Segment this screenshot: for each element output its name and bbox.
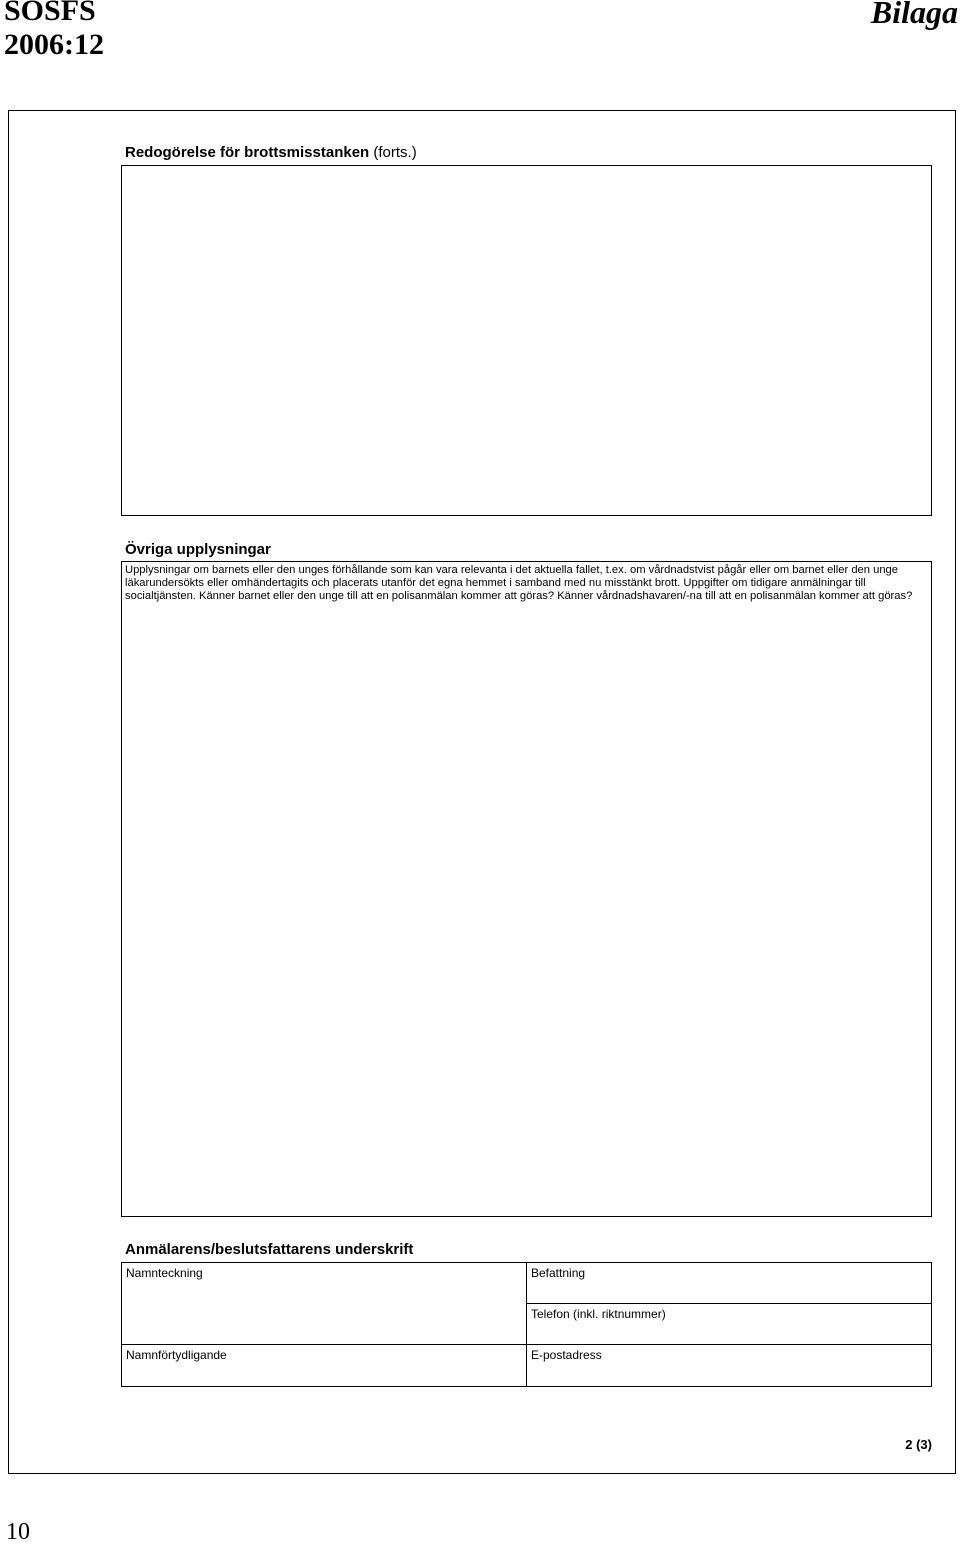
position-label: Befattning [531,1266,586,1280]
crime-suspicion-textbox[interactable] [121,165,932,516]
series-name: SOSFS [4,0,96,27]
email-field[interactable] [527,1345,931,1386]
phone-field[interactable] [527,1304,931,1345]
name-clarification-field[interactable] [122,1345,527,1386]
continued-suffix: (forts.) [373,144,417,161]
signature-table [121,1262,932,1387]
document-series [4,0,104,62]
phone-label: Telefon (inkl. riktnummer) [531,1307,666,1321]
email-label: E-postadress [531,1348,602,1362]
signature-field[interactable] [122,1263,527,1345]
crime-suspicion-heading [125,144,417,162]
signature-title: Anmälarens/beslutsfattarens underskrift [125,1241,414,1258]
other-info-textbox[interactable] [121,561,932,1217]
other-info-title: Övriga upplysningar [125,541,271,558]
crime-suspicion-title: Redogörelse för brottsmisstanken [125,144,370,161]
signature-label: Namnteckning [126,1266,203,1280]
annex-label: Bilaga [870,0,958,30]
series-number: 2006:12 [4,28,104,61]
page-number: 10 [6,1519,30,1545]
page-count: 2 (3) [905,1437,932,1452]
other-info-instructions: Upplysningar om barnets eller den unges förhållande som kan vara relevanta i det aktuella fallet, t.ex. om vårdnadstvist pågår eller om barnet eller den unge läkarundersökts eller omhändertagits och placerats utanför det egna hemmet i samband med nu misstänkt brott. Uppgifter om tidigare anmälningar till socialtjänsten. Känner barnet eller den unge till att en polisanmälan kommer att göras? Känner vårdnadshavaren/-na till att en polisanmälan kommer att göras? [125,564,913,602]
position-field[interactable] [527,1263,931,1304]
name-clarification-label: Namnförtydligande [126,1348,227,1362]
